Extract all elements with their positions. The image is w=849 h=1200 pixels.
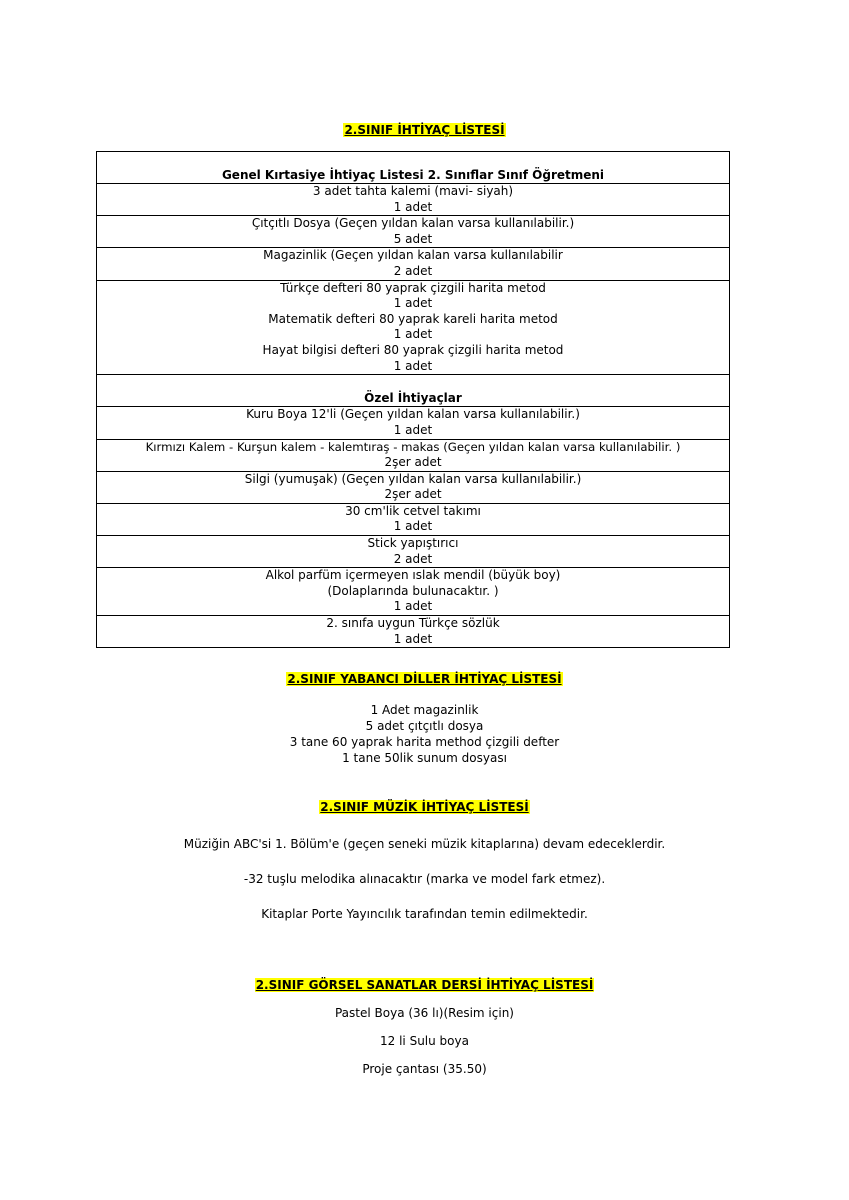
table-row xyxy=(97,248,730,280)
table-row xyxy=(97,503,730,535)
item-name: Kırmızı Kalem - Kurşun kalem - kalemtıraş - makas (Geçen yıldan kalan varsa kullanılabilir. ) xyxy=(145,439,681,454)
art-paragraph: Proje çantası (35.50) xyxy=(362,1062,487,1076)
table-row xyxy=(97,216,730,248)
item-name: Kuru Boya 12'li (Geçen yıldan kalan varsa kullanılabilir.) xyxy=(246,407,580,422)
item-qty: 5 adet xyxy=(393,231,433,246)
item-qty: 1 adet xyxy=(393,631,433,646)
item-qty: 1 adet xyxy=(393,422,433,437)
list-item: 3 tane 60 yaprak harita method çizgili defter xyxy=(289,735,560,749)
heading-art-text: 2.SINIF GÖRSEL SANATLAR DERSİ İHTİYAÇ LİSTESİ xyxy=(255,978,594,992)
foreign-list xyxy=(0,702,849,766)
item-qty: 2 adet xyxy=(393,264,433,279)
item-name: 30 cm'lik cetvel takımı xyxy=(345,503,481,518)
music-paragraph: -32 tuşlu melodika alınacaktır (marka ve model fark etmez). xyxy=(243,872,606,886)
item-qty: 2şer adet xyxy=(384,487,442,502)
item-qty: 1 adet xyxy=(393,199,433,214)
item-qty: 1 adet xyxy=(393,327,433,342)
section-special: Özel İhtiyaçlar xyxy=(97,375,730,407)
art-paragraph: Pastel Boya (36 lı)(Resim için) xyxy=(334,1006,514,1020)
item-qty: 2 adet xyxy=(393,551,433,566)
heading-main xyxy=(0,123,849,138)
item-qty: 2şer adet xyxy=(384,455,442,470)
heading-foreign xyxy=(0,672,849,687)
table-row xyxy=(97,407,730,439)
item-name: Magazinlik (Geçen yıldan kalan varsa kullanılabilir xyxy=(263,248,563,263)
heading-music-text: 2.SINIF MÜZİK İHTİYAÇ LİSTESİ xyxy=(320,800,529,814)
item-name: Alkol parfüm içermeyen ıslak mendil (büyük boy) xyxy=(265,568,561,583)
needs-table xyxy=(96,151,730,648)
item-name: Stick yapıştırıcı xyxy=(367,536,459,551)
table-row xyxy=(97,184,730,216)
music-paragraph: Müziğin ABC'si 1. Bölüm'e (geçen seneki müzik kitaplarına) devam edeceklerdir. xyxy=(183,837,666,851)
item-qty: 1 adet xyxy=(393,519,433,534)
item-name: Türkçe defteri 80 yaprak çizgili harita metod xyxy=(280,280,546,295)
list-item: 5 adet çıtçıtlı dosya xyxy=(365,719,484,733)
heading-main-text: 2.SINIF İHTİYAÇ LİSTESİ xyxy=(344,123,505,137)
heading-music xyxy=(0,800,849,815)
section-general: Genel Kırtasiye İhtiyaç Listesi 2. Sınıflar Sınıf Öğretmeni xyxy=(97,152,730,184)
table-section-row xyxy=(97,152,730,184)
item-qty: 1 adet xyxy=(393,599,433,614)
table-section-row xyxy=(97,375,730,407)
heading-art xyxy=(0,978,849,993)
table-row xyxy=(97,568,730,616)
item-name: Hayat bilgisi defteri 80 yaprak çizgili harita metod xyxy=(262,343,564,358)
table-row xyxy=(97,536,730,568)
heading-foreign-text: 2.SINIF YABANCI DİLLER İHTİYAÇ LİSTESİ xyxy=(287,672,562,686)
table-row xyxy=(97,439,730,471)
item-name: Çıtçıtlı Dosya (Geçen yıldan kalan varsa kullanılabilir.) xyxy=(251,216,575,231)
item-qty: 1 adet xyxy=(393,358,433,373)
art-paragraph: 12 li Sulu boya xyxy=(380,1034,469,1048)
item-qty: 1 adet xyxy=(393,296,433,311)
item-note: (Dolaplarında bulunacaktır. ) xyxy=(327,583,499,598)
item-name: 2. sınıfa uygun Türkçe sözlük xyxy=(326,616,500,631)
list-item: 1 Adet magazinlik xyxy=(370,703,479,717)
list-item: 1 tane 50lik sunum dosyası xyxy=(342,751,507,765)
music-paragraph: Kitaplar Porte Yayıncılık tarafından temin edilmektedir. xyxy=(261,907,588,921)
item-name: Silgi (yumuşak) (Geçen yıldan kalan varsa kullanılabilir.) xyxy=(244,471,582,486)
item-name: 3 adet tahta kalemi (mavi- siyah) xyxy=(312,184,514,199)
table-row xyxy=(97,280,730,375)
item-name: Matematik defteri 80 yaprak kareli harita metod xyxy=(268,311,558,326)
table-row xyxy=(97,471,730,503)
table-row xyxy=(97,616,730,648)
